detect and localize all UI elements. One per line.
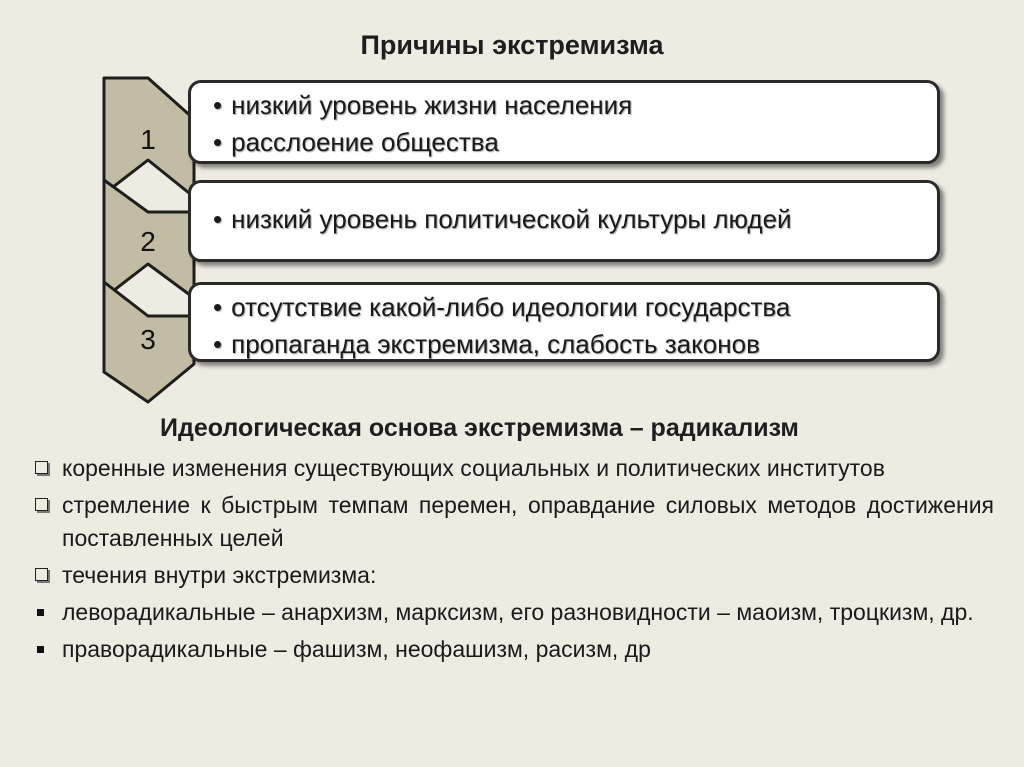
cause-item: • пропаганда экстремизма, слабость законов (213, 326, 937, 363)
list-item (34, 596, 994, 629)
list-item (34, 489, 994, 555)
cause-number: 1 (140, 124, 156, 155)
cause-item: • отсутствие какой-либо идеологии государства (213, 289, 937, 326)
ideology-list (34, 452, 994, 670)
cause-row-3 (100, 280, 940, 405)
cause-number: 3 (140, 324, 156, 355)
square-bullet-icon (37, 646, 44, 653)
list-item-text: праворадикальные – фашизм, неофашизм, расизм, др (62, 636, 651, 662)
list-item-text: леворадикальные – анархизм, марксизм, его разновидности – маоизм, троцкизм, др. (62, 599, 974, 625)
list-item (34, 452, 994, 485)
checkbox-bullet-icon (35, 568, 48, 581)
cause-box-2 (188, 180, 940, 262)
cause-item: • низкий уровень жизни населения (213, 87, 937, 124)
page-title: Причины экстремизма (360, 30, 664, 60)
cause-item: • низкий уровень политической культуры людей (213, 201, 937, 238)
section-subtitle: Идеологическая основа экстремизма – радикализм (160, 414, 799, 442)
cause-row-1 (100, 72, 940, 192)
list-item (34, 559, 994, 592)
square-bullet-icon (37, 609, 44, 616)
list-item-text: течения внутри экстремизма: (62, 562, 377, 588)
cause-item: • расслоение общества (213, 124, 937, 161)
cause-box-1 (188, 80, 940, 164)
list-item-text: стремление к быстрым темпам перемен, оправдание силовых методов достижения поставленных целей (62, 492, 994, 551)
cause-number: 2 (140, 226, 156, 257)
checkbox-bullet-icon (35, 461, 48, 474)
list-item (34, 633, 994, 666)
list-item-text: коренные изменения существующих социальных и политических институтов (62, 455, 885, 481)
checkbox-bullet-icon (35, 498, 48, 511)
cause-box-3 (188, 282, 940, 362)
